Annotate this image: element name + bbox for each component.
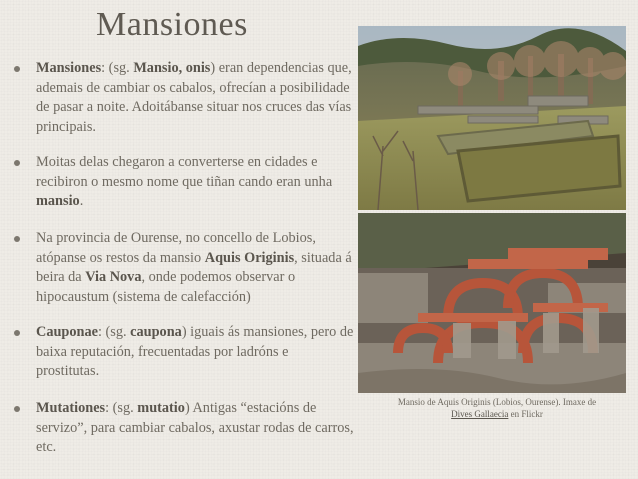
bold-term: Mansio, onis (133, 60, 211, 76)
bullet-dot (14, 236, 20, 242)
text-run: : (sg. (97, 324, 131, 340)
bullet-text (36, 323, 354, 382)
bullet-mansiones (14, 59, 354, 137)
bullet-cauponae (14, 323, 354, 382)
text-run: : (sg. (101, 60, 134, 76)
bullet-dot (14, 160, 20, 166)
caption-link[interactable]: Dives Gallaecia (451, 409, 509, 419)
bold-term: Mansiones (36, 60, 102, 76)
bold-term: mutatio (137, 400, 185, 416)
ruins-landscape-photo (358, 26, 626, 210)
bold-term: mansio (36, 193, 80, 209)
text-run: . (79, 193, 84, 209)
bullet-dot (14, 330, 20, 336)
caption-suffix: en Flickr (508, 409, 543, 419)
bullet-dot (14, 406, 20, 412)
caption-text: Mansio de Aquis Originis (Lobios, Ourense). Imaxe de (397, 397, 597, 407)
bold-term: Aquis Originis (204, 249, 295, 266)
bullet-text (36, 153, 354, 212)
bullet-aquis-originis (14, 229, 354, 307)
bold-term: Via Nova (85, 269, 142, 285)
bullet-dot (14, 66, 20, 72)
text-run: ) iguais ás mansiones, pero de baixa reputación, frecuentadas por ladróns e prostitutas. (36, 324, 354, 379)
text-run: Moitas delas chegaron a converterse en cidades e recibiron o mesmo nome que tiñan cando eran unha (36, 154, 333, 190)
bold-term: Cauponae (36, 324, 98, 340)
text-run: : (sg. (105, 400, 138, 416)
text-run: Na provincia de Ourense, no concello de Lobios, atópanse os restos da mansio (36, 230, 316, 266)
hypocaust-arches-photo (358, 213, 626, 393)
text-run: , situada á beira da (36, 249, 352, 285)
text-run: ) Antigas “estacións de servizo”, para cambiar cabalos, axustar rodas de carros, etc. (36, 400, 354, 455)
bold-term: Mutationes (36, 400, 106, 416)
bold-term: caupona (130, 324, 182, 340)
text-run: , onde podemos observar o hipocaustum (sistema de calefacción) (36, 269, 296, 305)
photo-caption (366, 396, 628, 420)
bullet-text (36, 229, 354, 307)
bullet-cidades (14, 153, 354, 212)
text-run: ) eran dependencias que, ademais de cambiar os cabalos, ofrecían a posibilidade de pasar a noite. Adoitábanse situar nos cruces das vías principais. (36, 60, 352, 135)
bullet-text (36, 399, 354, 458)
bullet-mutationes (14, 399, 354, 458)
slide-title: Mansiones (96, 6, 248, 43)
bullet-text (36, 59, 354, 137)
